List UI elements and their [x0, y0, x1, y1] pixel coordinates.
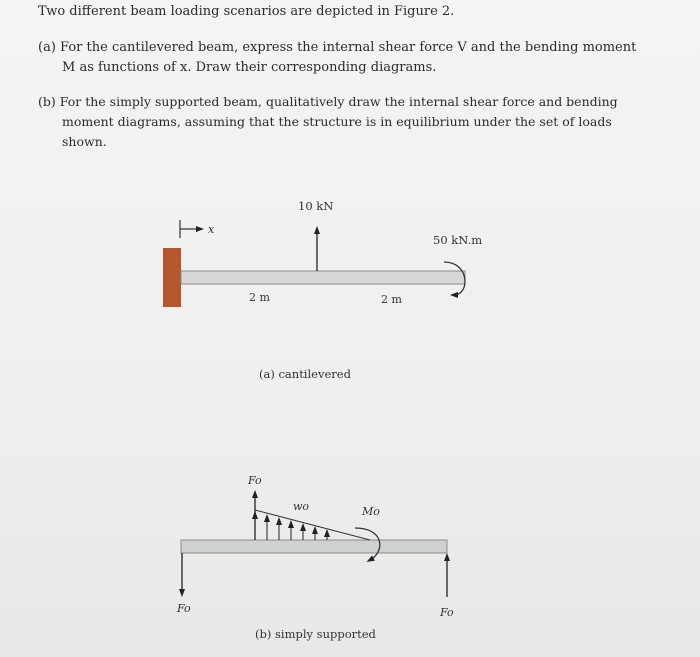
distributed-load — [255, 510, 370, 540]
distributed-load-label: wo — [293, 500, 310, 513]
point-force-label: 10 kN — [298, 199, 334, 213]
left-force-label: Fo — [177, 602, 191, 615]
dimension-right: 2 m — [381, 293, 402, 306]
dimension-left: 2 m — [249, 291, 270, 304]
part-b-label: (b) — [38, 94, 56, 109]
end-moment-label: 50 kN.m — [433, 233, 483, 247]
x-axis-label: x — [208, 223, 215, 236]
x-axis-indicator — [180, 220, 215, 238]
cantilever-beam — [181, 271, 465, 284]
cantilever-figure — [163, 199, 482, 381]
simply-supported-beam — [181, 540, 447, 553]
simply-supported-figure — [176, 474, 454, 641]
right-force-label: Fo — [440, 606, 454, 619]
caption-a: (a) cantilevered — [259, 367, 351, 381]
top-force-label: Fo — [248, 474, 262, 487]
caption-b: (b) simply supported — [255, 627, 376, 641]
part-b-text: For the simply supported beam, qualitatively draw the internal shear force and bending moment diagrams, assuming that the structure is in equilibrium under the set of loads shown. — [59, 94, 618, 149]
problem-intro: Two different beam loading scenarios are depicted in Figure 2. — [38, 4, 455, 19]
moment-label: Mo — [362, 505, 380, 518]
part-a-text: For the cantilevered beam, express the internal shear force V and the bending moment M as functions of x. Draw their corresponding diagrams. — [60, 40, 637, 75]
part-a-label: (a) — [38, 40, 56, 55]
fixed-wall-support — [163, 248, 181, 307]
